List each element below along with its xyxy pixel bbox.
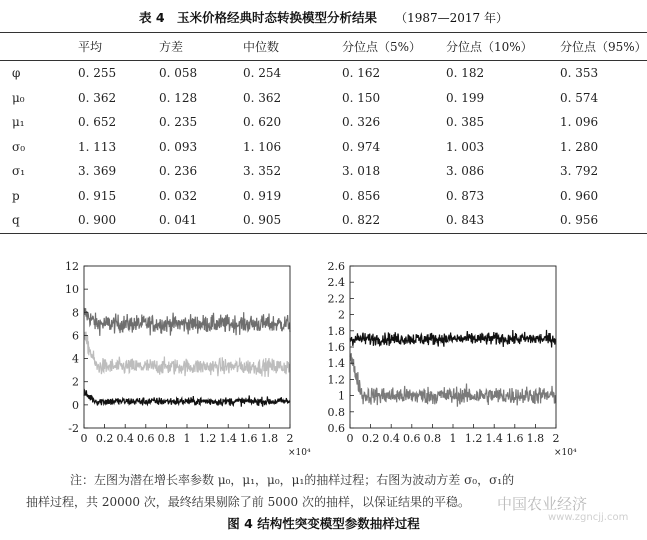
table-cell: 0. 385 xyxy=(446,115,485,130)
y-tick-label: -2 xyxy=(68,422,79,435)
x-tick-label: 0.2 xyxy=(361,432,380,445)
y-tick-label: 10 xyxy=(65,283,79,297)
row-label: μ₀ xyxy=(12,90,25,105)
watermark-url: www.zgncjj.com xyxy=(548,512,629,523)
trace-series-0 xyxy=(84,308,290,336)
y-tick-label: 2.2 xyxy=(327,292,345,306)
table-cell: 3. 018 xyxy=(342,164,381,179)
table-cell: 0. 058 xyxy=(159,66,198,81)
table-cell: 0. 620 xyxy=(243,115,282,130)
y-tick-label: 0.8 xyxy=(327,405,345,419)
results-table xyxy=(0,32,647,234)
table-cell: 0. 960 xyxy=(560,188,599,203)
x-tick-label: 1.8 xyxy=(260,432,279,445)
y-tick-label: 12 xyxy=(65,260,79,273)
table-cell: 0. 822 xyxy=(338,208,442,233)
table-cell: 0. 652 xyxy=(78,115,117,130)
y-tick-label: 2.6 xyxy=(327,260,345,273)
table-cell: 0. 956 xyxy=(556,208,647,233)
y-tick-label: 2 xyxy=(338,308,345,322)
table-row xyxy=(0,86,647,111)
table-row xyxy=(0,110,647,135)
y-tick-label: 1.6 xyxy=(327,341,345,354)
table-cell: 0. 362 xyxy=(78,90,117,105)
x-tick-label: 0.8 xyxy=(157,432,176,445)
table-cell: 0. 905 xyxy=(239,208,338,233)
header-cell xyxy=(0,33,74,61)
table-cell: 3. 352 xyxy=(243,164,282,179)
table-cell: 3. 369 xyxy=(78,164,117,179)
header-cell: 分位点（10%） xyxy=(442,33,556,61)
y-tick-label: 0 xyxy=(72,398,79,412)
y-tick-label: 0.6 xyxy=(327,422,345,435)
figure-caption: 图 4 结构性突变模型参数抽样过程 xyxy=(227,516,420,531)
table-cell: 0. 873 xyxy=(446,188,485,203)
table-cell: 0. 041 xyxy=(155,208,239,233)
x-multiplier-label: ×10⁴ xyxy=(288,448,311,458)
x-tick-label: 0.8 xyxy=(423,432,442,445)
x-tick-label: 1.4 xyxy=(485,432,503,445)
x-tick-label: 0.4 xyxy=(116,432,134,445)
table-cell: 1. 003 xyxy=(446,139,485,154)
table-year-range: （1987—2017 年） xyxy=(395,11,509,25)
x-tick-label: 1 xyxy=(449,432,457,445)
table-title: 玉米价格经典时态转换模型分析结果 xyxy=(176,10,377,25)
table-cell: 0. 915 xyxy=(78,188,117,203)
x-tick-label: 0.2 xyxy=(95,432,114,445)
right-trace-plot xyxy=(316,256,577,461)
y-tick-label: 1 xyxy=(338,389,345,403)
trace-series-1 xyxy=(84,332,290,377)
row-label: q xyxy=(0,208,74,233)
table-row xyxy=(0,208,647,233)
table-cell: 0. 032 xyxy=(159,188,198,203)
trace-series-2 xyxy=(84,390,290,407)
table-cell: 1. 106 xyxy=(243,139,282,154)
table-cell: 0. 326 xyxy=(342,115,381,130)
header-cell: 中位数 xyxy=(239,33,338,61)
y-tick-label: 1.2 xyxy=(327,373,345,387)
table-cell: 0. 919 xyxy=(243,188,282,203)
table-cell: 0. 856 xyxy=(342,188,381,203)
table-cell: 0. 128 xyxy=(159,90,198,105)
x-tick-label: 0 xyxy=(80,432,88,445)
table-cell: 1. 280 xyxy=(560,139,599,154)
table-row xyxy=(0,159,647,184)
table-cell: 0. 900 xyxy=(74,208,155,233)
table-row xyxy=(0,61,647,86)
table-cell: 3. 792 xyxy=(560,164,599,179)
table-cell: 3. 086 xyxy=(446,164,485,179)
figure-note-line-2: 抽样过程，共 20000 次，最终结果剔除了前 5000 次的抽样，以保证结果的平稳。 xyxy=(26,495,470,509)
table-caption xyxy=(0,8,647,26)
row-label: σ₁ xyxy=(12,164,26,179)
table-cell: 0. 843 xyxy=(442,208,556,233)
x-multiplier-label: ×10⁴ xyxy=(554,448,577,458)
x-tick-label: 2 xyxy=(286,432,294,445)
table-cell: 1. 096 xyxy=(560,115,599,130)
table-cell: 0. 254 xyxy=(243,66,282,81)
y-tick-label: 1.8 xyxy=(327,324,345,338)
watermark-text: 中国农业经济 xyxy=(497,495,588,513)
table-cell: 0. 093 xyxy=(159,139,198,154)
table-label: 表 4 xyxy=(138,10,165,25)
x-tick-label: 0.6 xyxy=(403,432,421,445)
table-cell: 0. 162 xyxy=(342,66,381,81)
x-tick-label: 1.4 xyxy=(219,432,237,445)
table-header-row xyxy=(0,33,647,61)
row-label: σ₀ xyxy=(12,139,26,154)
table-cell: 0. 236 xyxy=(159,164,198,179)
table-cell: 0. 255 xyxy=(78,66,117,81)
x-tick-label: 2 xyxy=(552,432,560,445)
table-cell: 0. 150 xyxy=(342,90,381,105)
y-tick-label: 8 xyxy=(72,306,79,320)
table-row xyxy=(0,184,647,209)
header-cell: 分位点（5%） xyxy=(338,33,442,61)
x-tick-label: 0.4 xyxy=(382,432,400,445)
plot-frame xyxy=(350,266,556,428)
x-tick-label: 0.6 xyxy=(137,432,155,445)
row-label: μ₁ xyxy=(12,115,25,130)
header-cell: 分位点（95%） xyxy=(556,33,647,61)
table-cell: 0. 199 xyxy=(446,90,485,105)
left-trace-plot xyxy=(50,256,311,461)
trace-series-0 xyxy=(350,330,556,348)
figure-note-line-1: 注：左图为潜在增长率参数 μ₀，μ₁，μ₀，μ₁的抽样过程；右图为波动方差 σ₀，σ₁的 xyxy=(70,473,515,487)
header-cell: 方差 xyxy=(155,33,239,61)
table-cell: 1. 113 xyxy=(78,139,117,154)
row-label: φ xyxy=(12,66,21,81)
table-cell: 0. 574 xyxy=(560,90,599,105)
y-tick-label: 4 xyxy=(72,352,79,366)
x-tick-label: 0 xyxy=(346,432,354,445)
y-tick-label: 6 xyxy=(72,329,79,343)
x-tick-label: 1.2 xyxy=(198,432,217,445)
x-tick-label: 1.6 xyxy=(240,432,258,445)
x-tick-label: 1.6 xyxy=(506,432,524,445)
trace-series-1 xyxy=(350,353,556,407)
table-cell: 0. 974 xyxy=(342,139,381,154)
x-tick-label: 1.8 xyxy=(526,432,545,445)
header-cell: 平均 xyxy=(74,33,155,61)
table-cell: 0. 235 xyxy=(159,115,198,130)
row-label: p xyxy=(12,188,20,203)
y-tick-label: 2.4 xyxy=(327,276,345,290)
table-cell: 0. 182 xyxy=(446,66,485,81)
x-tick-label: 1.2 xyxy=(464,432,483,445)
y-tick-label: 1.4 xyxy=(327,357,345,371)
table-cell: 0. 362 xyxy=(243,90,282,105)
x-tick-label: 1 xyxy=(183,432,191,445)
table-row xyxy=(0,135,647,160)
table-cell: 0. 353 xyxy=(560,66,599,81)
y-tick-label: 2 xyxy=(72,375,79,389)
